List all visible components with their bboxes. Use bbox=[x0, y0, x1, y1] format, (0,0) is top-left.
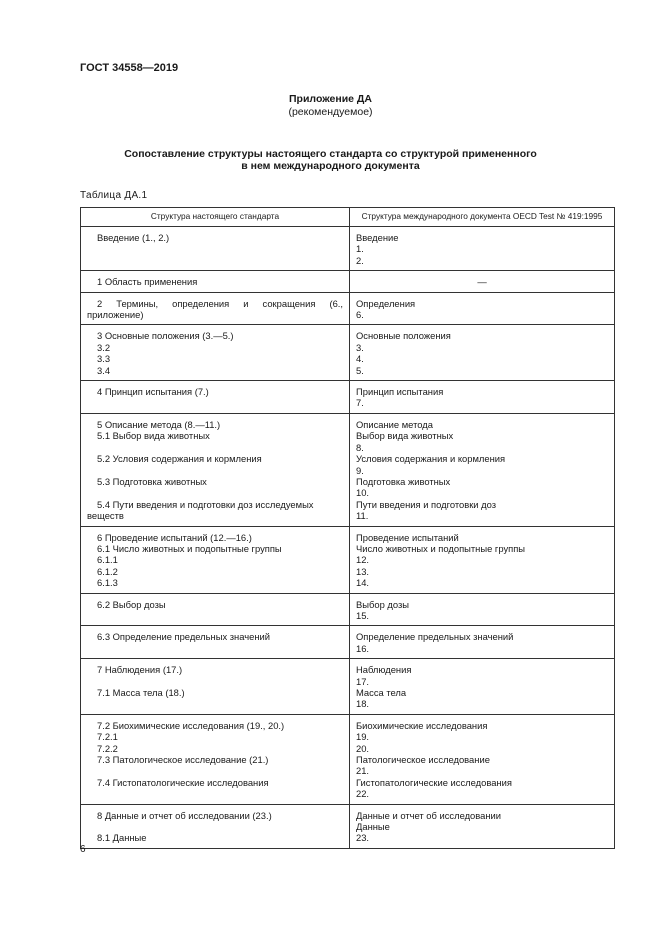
cell-national bbox=[81, 804, 350, 848]
cell-international bbox=[350, 659, 615, 715]
cell-line: 6.1.2 bbox=[97, 565, 118, 577]
cell-line: 10. bbox=[356, 487, 370, 499]
appendix-status: (рекомендуемое) bbox=[288, 106, 373, 118]
cell-line: Число животных и подопытные группы bbox=[356, 542, 526, 554]
cell-line: Данные bbox=[356, 821, 390, 833]
cell-international bbox=[350, 271, 615, 292]
cell-line bbox=[87, 676, 343, 687]
cell-international bbox=[350, 381, 615, 414]
cell-line: 7.2 Биохимические исследования (19., 20.) bbox=[97, 719, 285, 731]
cell-international bbox=[350, 413, 615, 526]
cell-line: 12. bbox=[356, 554, 370, 566]
cell-line: 3.3 bbox=[97, 353, 111, 365]
cell-line: 18. bbox=[356, 698, 370, 710]
cell-line: 7 Наблюдения (17.) bbox=[97, 664, 183, 676]
cell-national bbox=[81, 325, 350, 381]
cell-line: 3. bbox=[356, 341, 364, 353]
header-international-structure: Структура международного документа OECD Test № 419:1995 bbox=[350, 208, 615, 227]
cell-international bbox=[350, 714, 615, 804]
cell-line: Принцип испытания bbox=[356, 386, 444, 398]
table-row bbox=[81, 659, 615, 715]
cell-national bbox=[81, 714, 350, 804]
cell-line: Подготовка животных bbox=[356, 475, 451, 487]
cell-line: 13. bbox=[356, 565, 370, 577]
header-national-structure: Структура настоящего стандарта bbox=[81, 208, 350, 227]
table-row bbox=[81, 804, 615, 848]
appendix-title: Приложение ДА bbox=[289, 93, 372, 105]
cell-line: 22. bbox=[356, 788, 370, 800]
cell-line: 11. bbox=[356, 510, 369, 522]
cell-line: 5.2 Условия содержания и кормления bbox=[97, 453, 262, 465]
cell-line: 17. bbox=[356, 675, 370, 687]
cell-line: 6.1.3 bbox=[97, 577, 118, 589]
table-row bbox=[81, 292, 615, 325]
cell-international bbox=[350, 626, 615, 659]
cell-line: 5. bbox=[356, 364, 364, 376]
cell-line: 7.2.1 bbox=[97, 731, 118, 743]
caption-line-1: Сопоставление структуры настоящего стандарта со структурой примененного bbox=[124, 148, 537, 160]
cell-line: 5.1 Выбор вида животных bbox=[97, 430, 210, 442]
cell-line: 7.4 Гистопатологические исследования bbox=[97, 776, 269, 788]
cell-line: 2. bbox=[356, 254, 364, 266]
cell-line bbox=[87, 821, 343, 832]
cell-national bbox=[81, 381, 350, 414]
table-row bbox=[81, 526, 615, 593]
table-row bbox=[81, 626, 615, 659]
table-row bbox=[81, 714, 615, 804]
cell-line: 20. bbox=[356, 742, 370, 754]
cell-line bbox=[87, 487, 343, 498]
cell-line: Масса тела bbox=[356, 687, 407, 698]
cell-line: Условия содержания и кормления bbox=[356, 453, 506, 465]
cell-line: 3 Основные положения (3.—5.) bbox=[97, 330, 234, 342]
cell-line: 23. bbox=[356, 832, 370, 844]
cell-line: Введение bbox=[356, 232, 399, 243]
table-row bbox=[81, 413, 615, 526]
cell-international bbox=[350, 593, 615, 626]
table-row bbox=[81, 325, 615, 381]
cell-line: 6 Проведение испытаний (12.—16.) bbox=[97, 531, 252, 543]
cell-line: 4 Принцип испытания (7.) bbox=[97, 386, 209, 398]
page-number: 6 bbox=[80, 844, 86, 855]
cell-line: 2 Термины, определения и сокращения (6., приложение) bbox=[87, 297, 343, 321]
cell-line bbox=[87, 442, 343, 453]
cell-line: Гистопатологические исследования bbox=[356, 776, 512, 788]
cell-line: Введение (1., 2.) bbox=[97, 232, 170, 243]
cell-line: 6.1 Число животных и подопытные группы bbox=[97, 542, 282, 554]
cell-line: 1. bbox=[356, 243, 364, 255]
appendix-caption bbox=[60, 148, 601, 172]
cell-line: 9. bbox=[356, 464, 364, 476]
cell-line: 6.3 Определение предельных значений bbox=[97, 631, 270, 643]
caption-line-2: в нем международного документа bbox=[241, 160, 420, 172]
cell-national bbox=[81, 626, 350, 659]
cell-line: 3.2 bbox=[97, 341, 111, 353]
cell-line: 4. bbox=[356, 353, 364, 365]
cell-national bbox=[81, 227, 350, 271]
cell-line: Пути введения и подготовки доз bbox=[356, 498, 497, 510]
cell-line: 14. bbox=[356, 577, 370, 589]
document-code: ГОСТ 34558—2019 bbox=[80, 62, 179, 74]
cell-line: 7.1 Масса тела (18.) bbox=[97, 687, 185, 698]
cell-line bbox=[87, 765, 343, 776]
comparison-table bbox=[80, 207, 615, 849]
cell-line: 5.4 Пути введения и подготовки доз исследуемых веществ bbox=[87, 498, 314, 522]
cell-line: Определения bbox=[356, 297, 416, 309]
cell-line: 5 Описание метода (8.—11.) bbox=[97, 418, 221, 430]
cell-line: Проведение испытаний bbox=[356, 531, 459, 543]
table-row bbox=[81, 271, 615, 292]
cell-line: — bbox=[477, 276, 487, 288]
cell-line: Биохимические исследования bbox=[356, 719, 488, 731]
cell-line: Патологическое исследование bbox=[356, 754, 490, 766]
table-header-row bbox=[81, 208, 615, 227]
cell-line: 6.1.1 bbox=[97, 554, 118, 566]
cell-line: Описание метода bbox=[356, 418, 433, 430]
table-row bbox=[81, 593, 615, 626]
cell-line: 8. bbox=[356, 441, 364, 453]
cell-national bbox=[81, 526, 350, 593]
table-row bbox=[81, 381, 615, 414]
cell-line: Наблюдения bbox=[356, 664, 412, 676]
cell-line: Выбор вида животных bbox=[356, 430, 454, 442]
cell-national bbox=[81, 292, 350, 325]
cell-national bbox=[81, 413, 350, 526]
cell-line: 3.4 bbox=[97, 364, 111, 376]
cell-line: 6.2 Выбор дозы bbox=[97, 598, 166, 610]
cell-international bbox=[350, 227, 615, 271]
cell-line: 19. bbox=[356, 731, 370, 743]
cell-line bbox=[87, 465, 343, 476]
cell-national bbox=[81, 593, 350, 626]
cell-line: 7.3 Патологическое исследование (21.) bbox=[97, 754, 269, 766]
cell-line: 7. bbox=[356, 397, 364, 409]
cell-line: 5.3 Подготовка животных bbox=[97, 475, 207, 487]
cell-international bbox=[350, 526, 615, 593]
cell-line: 7.2.2 bbox=[97, 742, 118, 754]
cell-line: 21. bbox=[356, 765, 370, 777]
cell-international bbox=[350, 292, 615, 325]
cell-line: 6. bbox=[356, 309, 364, 321]
cell-line: 15. bbox=[356, 609, 370, 621]
cell-line: Определение предельных значений bbox=[356, 631, 514, 643]
cell-line: Выбор дозы bbox=[356, 598, 410, 610]
cell-line: 8 Данные и отчет об исследовании (23.) bbox=[97, 809, 272, 821]
cell-national bbox=[81, 659, 350, 715]
table-label: Таблица ДА.1 bbox=[80, 190, 148, 201]
cell-line: Основные положения bbox=[356, 330, 451, 342]
cell-line: Данные и отчет об исследовании bbox=[356, 809, 502, 821]
cell-line: 16. bbox=[356, 642, 370, 654]
cell-international bbox=[350, 325, 615, 381]
cell-line: 8.1 Данные bbox=[97, 832, 147, 844]
cell-line: 1 Область применения bbox=[97, 276, 198, 288]
cell-national bbox=[81, 271, 350, 292]
cell-international bbox=[350, 804, 615, 848]
table-row bbox=[81, 227, 615, 271]
